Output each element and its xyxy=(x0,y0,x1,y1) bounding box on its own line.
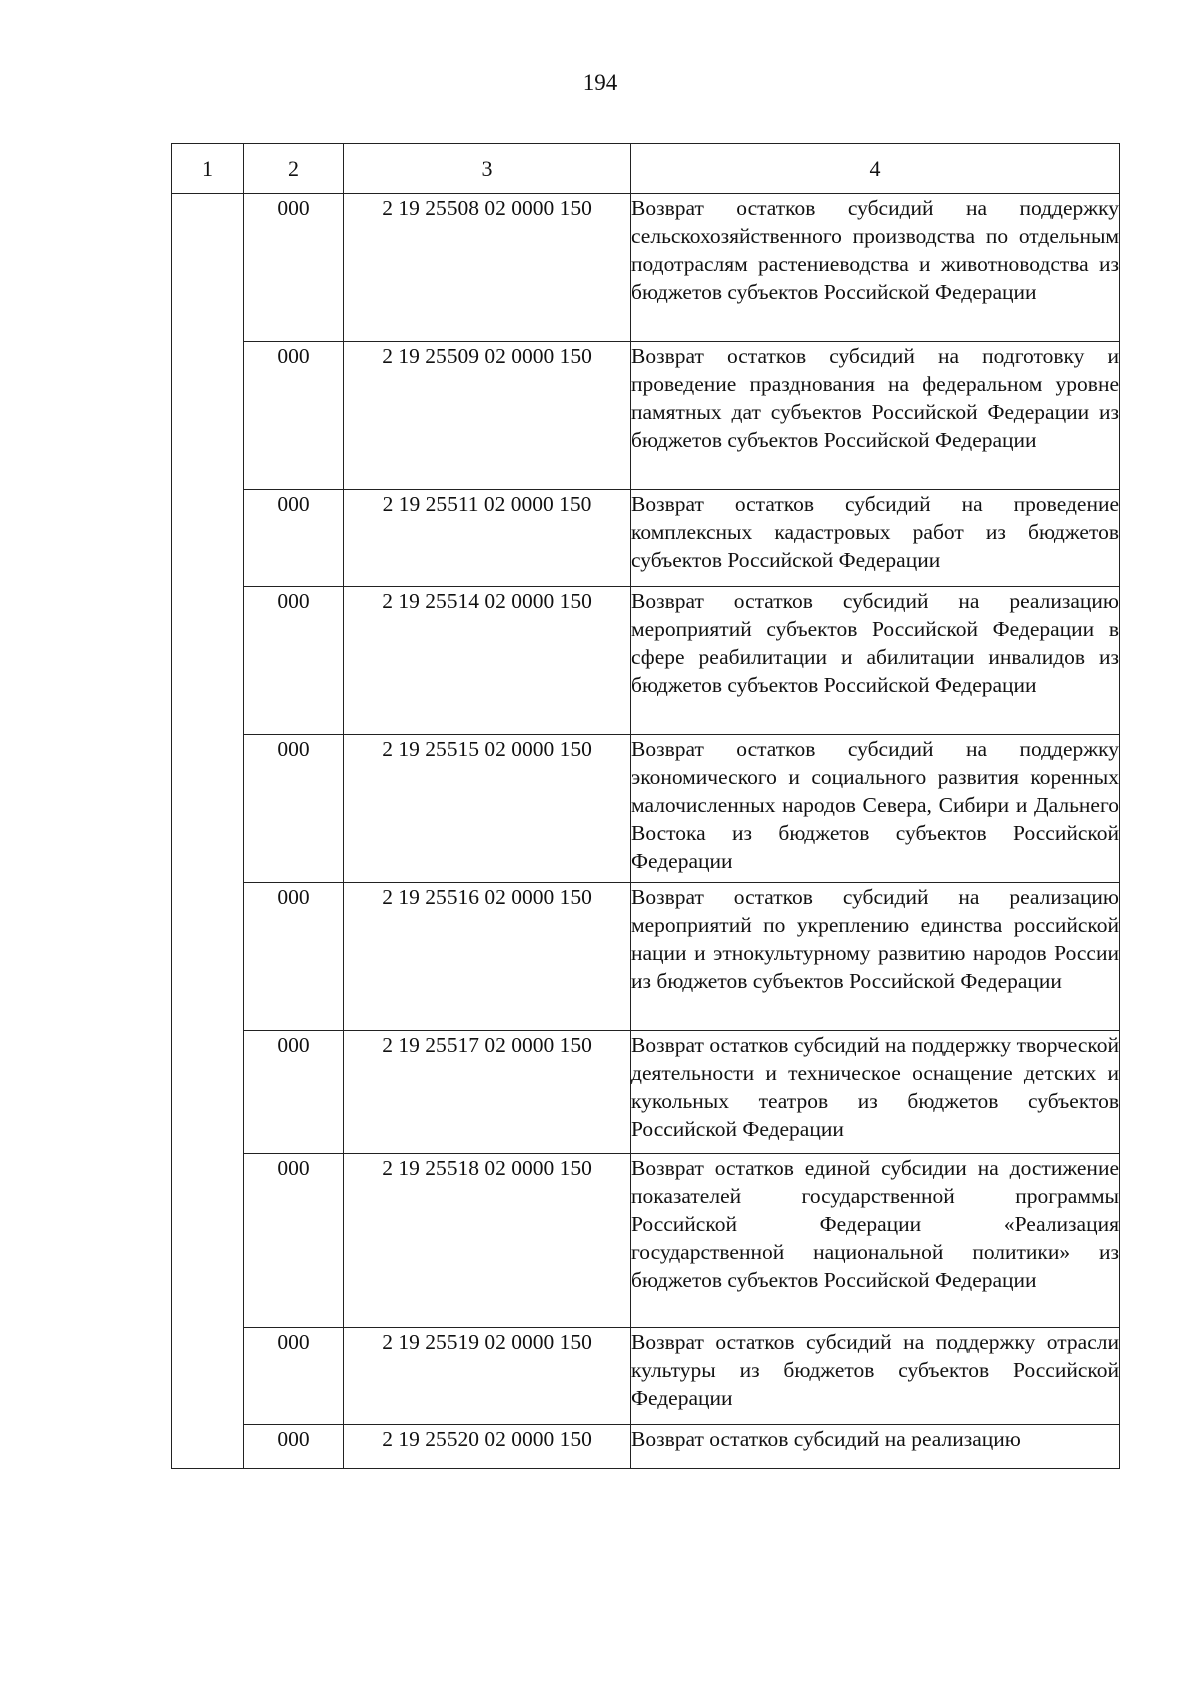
table-row xyxy=(172,883,1120,1031)
budget-classification-code-cell: 2 19 25520 02 0000 150 xyxy=(344,1425,631,1469)
table-row xyxy=(172,194,1120,342)
table-row xyxy=(172,587,1120,735)
table-row xyxy=(172,735,1120,883)
budget-classification-code-cell: 2 19 25518 02 0000 150 xyxy=(344,1154,631,1328)
table-row xyxy=(172,1425,1120,1469)
description-cell: Возврат остатков субсидий на подготовку и проведение празднования на федеральном уровне памятных дат субъектов Российской Федерации из бюджетов субъектов Российской Федерации xyxy=(631,342,1120,490)
table-row xyxy=(172,342,1120,490)
table-row xyxy=(172,1328,1120,1425)
budget-classification-code-cell: 2 19 25511 02 0000 150 xyxy=(344,490,631,587)
description-cell: Возврат остатков субсидий на поддержку экономического и социального развития коренных малочисленных народов Севера, Сибири и Дальнего Востока из бюджетов субъектов Российской Федерации xyxy=(631,735,1120,883)
admin-code-cell: 000 xyxy=(244,1328,344,1425)
budget-classification-code-cell: 2 19 25509 02 0000 150 xyxy=(344,342,631,490)
description-cell: Возврат остатков субсидий на проведение комплексных кадастровых работ из бюджетов субъектов Российской Федерации xyxy=(631,490,1120,587)
description-cell: Возврат остатков субсидий на реализацию мероприятий субъектов Российской Федерации в сфере реабилитации и абилитации инвалидов из бюджетов субъектов Российской Федерации xyxy=(631,587,1120,735)
header-row xyxy=(172,144,1120,194)
description-cell: Возврат остатков субсидий на реализацию мероприятий по укреплению единства российской нации и этнокультурному развитию народов России из бюджетов субъектов Российской Федерации xyxy=(631,883,1120,1031)
admin-code-cell: 000 xyxy=(244,1154,344,1328)
budget-classification-code-cell: 2 19 25519 02 0000 150 xyxy=(344,1328,631,1425)
admin-code-cell: 000 xyxy=(244,1031,344,1154)
budget-classification-code-cell: 2 19 25508 02 0000 150 xyxy=(344,194,631,342)
header-cell-1: 1 xyxy=(172,144,244,194)
header-cell-2: 2 xyxy=(244,144,344,194)
table-row xyxy=(172,1031,1120,1154)
header-cell-4: 4 xyxy=(631,144,1120,194)
table-body xyxy=(172,194,1120,1469)
admin-code-cell: 000 xyxy=(244,883,344,1031)
budget-code-table xyxy=(171,143,1120,1469)
table-row xyxy=(172,490,1120,587)
description-cell: Возврат остатков субсидий на поддержку творческой деятельности и техническое оснащение детских и кукольных театров из бюджетов субъектов Российской Федерации xyxy=(631,1031,1120,1154)
description-cell: Возврат остатков субсидий на реализацию xyxy=(631,1425,1120,1469)
description-cell: Возврат остатков субсидий на поддержку отрасли культуры из бюджетов субъектов Российской Федерации xyxy=(631,1328,1120,1425)
budget-classification-code-cell: 2 19 25514 02 0000 150 xyxy=(344,587,631,735)
page-number: 194 xyxy=(582,70,618,95)
description-cell: Возврат остатков единой субсидии на достижение показателей государственной программы Российской Федерации «Реализация государственной национальной политики» из бюджетов субъектов Российской Федерации xyxy=(631,1154,1120,1328)
description-cell: Возврат остатков субсидий на поддержку сельскохозяйственного производства по отдельным подотраслям растениеводства и животноводства из бюджетов субъектов Российской Федерации xyxy=(631,194,1120,342)
budget-classification-code-cell: 2 19 25515 02 0000 150 xyxy=(344,735,631,883)
admin-code-cell: 000 xyxy=(244,194,344,342)
admin-code-cell: 000 xyxy=(244,1425,344,1469)
admin-code-cell: 000 xyxy=(244,490,344,587)
budget-classification-code-cell: 2 19 25516 02 0000 150 xyxy=(344,883,631,1031)
admin-code-cell: 000 xyxy=(244,342,344,490)
table-header xyxy=(172,144,1120,194)
header-cell-3: 3 xyxy=(344,144,631,194)
admin-code-cell: 000 xyxy=(244,735,344,883)
budget-classification-code-cell: 2 19 25517 02 0000 150 xyxy=(344,1031,631,1154)
section-code-cell xyxy=(172,194,244,1469)
table-row xyxy=(172,1154,1120,1328)
admin-code-cell: 000 xyxy=(244,587,344,735)
